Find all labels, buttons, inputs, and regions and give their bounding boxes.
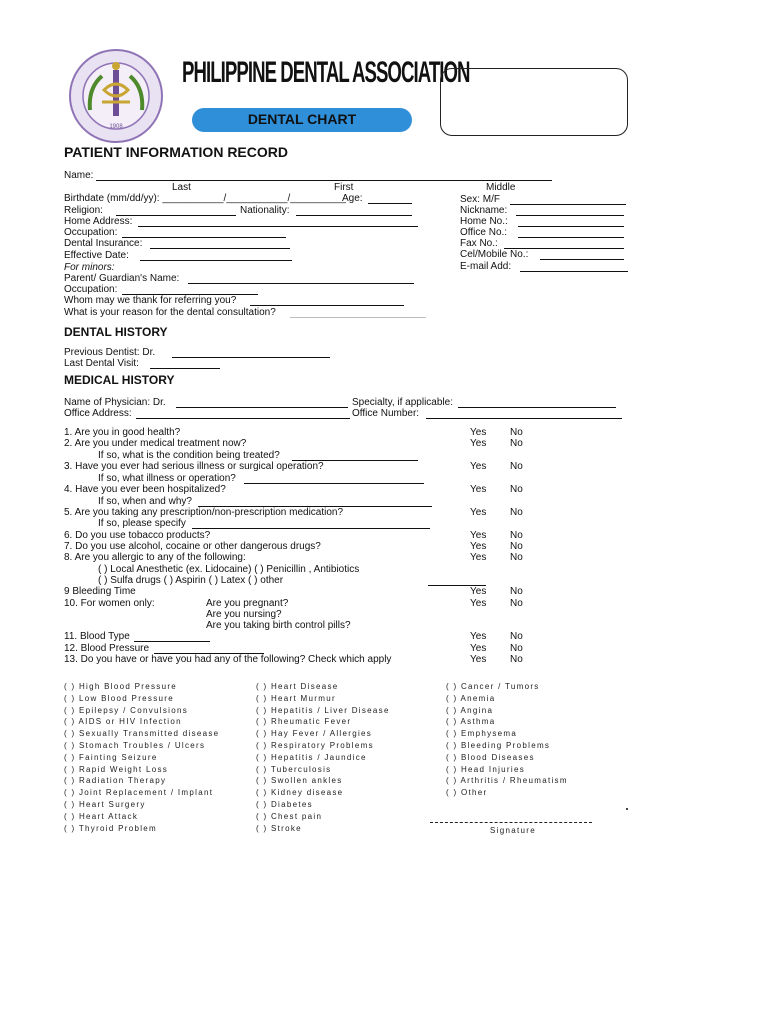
no-option[interactable]: No bbox=[510, 507, 523, 518]
mobile-no-label: Cel/Mobile No.: bbox=[460, 249, 529, 260]
name-part-middle: Middle bbox=[486, 182, 516, 193]
condition-checkbox-item[interactable]: ( ) Epilepsy / Convulsions bbox=[64, 705, 189, 715]
dental-insurance-label: Dental Insurance: bbox=[64, 238, 143, 249]
no-option[interactable]: No bbox=[510, 598, 523, 609]
condition-checkbox-item[interactable]: ( ) Joint Replacement / Implant bbox=[64, 788, 214, 798]
name-part-last: Last bbox=[172, 182, 191, 193]
condition-checkbox-item[interactable]: ( ) Fainting Seizure bbox=[64, 752, 158, 762]
no-option[interactable]: No bbox=[510, 643, 523, 654]
religion-label: Religion: bbox=[64, 205, 103, 216]
no-option[interactable]: No bbox=[510, 427, 523, 438]
dental-history-heading: DENTAL HISTORY bbox=[64, 325, 168, 339]
question-9: 9 Bleeding Time bbox=[64, 586, 136, 597]
question-13: 13. Do you have or have you had any of the following? Check which apply bbox=[64, 654, 392, 665]
email-label: E-mail Add: bbox=[460, 261, 512, 272]
effective-date-label: Effective Date: bbox=[64, 250, 129, 261]
religion-field[interactable] bbox=[116, 215, 236, 216]
yes-option[interactable]: Yes bbox=[470, 586, 487, 597]
condition-checkbox-item[interactable]: ( ) Hepatitis / Liver Disease bbox=[256, 705, 390, 715]
no-option[interactable]: No bbox=[510, 438, 523, 449]
condition-checkbox-item[interactable]: ( ) Blood Diseases bbox=[446, 752, 535, 762]
question-8-options-a: ( ) Local Anesthetic (ex. Lidocaine) ( ) Penicillin , Antibiotics bbox=[98, 564, 360, 575]
yes-option[interactable]: Yes bbox=[470, 427, 487, 438]
condition-checkbox-item[interactable]: ( ) Diabetes bbox=[256, 800, 313, 809]
condition-checkbox-item[interactable]: ( ) Low Blood Pressure bbox=[64, 693, 174, 703]
no-option[interactable]: No bbox=[510, 654, 523, 665]
nickname-label: Nickname: bbox=[460, 205, 508, 216]
question-8-options-b: ( ) Sulfa drugs ( ) Aspirin ( ) Latex ( ) other bbox=[98, 575, 284, 586]
question-2: 2. Are you under medical treatment now? bbox=[64, 438, 247, 449]
sex-label: Sex: M/F bbox=[460, 194, 501, 205]
condition-checkbox-item[interactable]: ( ) AIDS or HIV Infection bbox=[64, 717, 182, 727]
last-visit-label: Last Dental Visit: bbox=[64, 358, 139, 369]
condition-checkbox-item[interactable]: ( ) Rheumatic Fever bbox=[256, 717, 352, 727]
office-address-label: Office Address: bbox=[64, 408, 132, 419]
question-10: 10. For women only: bbox=[64, 598, 155, 609]
no-option[interactable]: No bbox=[510, 541, 523, 552]
physician-label: Name of Physician: Dr. bbox=[64, 397, 166, 408]
email-field[interactable] bbox=[520, 271, 628, 272]
yes-option[interactable]: Yes bbox=[470, 461, 487, 472]
condition-checkbox-item[interactable]: ( ) Stroke bbox=[256, 823, 302, 833]
office-number-label: Office Number: bbox=[352, 408, 420, 419]
signature-line[interactable] bbox=[430, 822, 592, 823]
guardian-label: Parent/ Guardian's Name: bbox=[64, 273, 180, 284]
condition-checkbox-item[interactable]: ( ) Other bbox=[446, 788, 488, 798]
condition-checkbox-item[interactable]: ( ) Hay Fever / Allergies bbox=[256, 729, 373, 739]
birthdate-label: Birthdate (mm/dd/yy): ___________/___________/__________ bbox=[64, 193, 346, 204]
signature-label: Signature bbox=[490, 826, 536, 835]
office-number-field[interactable] bbox=[426, 418, 622, 419]
question-5-followup: If so, please specify bbox=[98, 518, 186, 529]
question-11: 11. Blood Type bbox=[64, 631, 130, 642]
question-10-pregnant: Are you pregnant? bbox=[206, 598, 289, 609]
question-3: 3. Have you ever had serious illness or surgical operation? bbox=[64, 461, 324, 472]
home-no-label: Home No.: bbox=[460, 216, 508, 227]
yes-option[interactable]: Yes bbox=[470, 631, 487, 642]
condition-checkbox-item[interactable]: ( ) Chest pain bbox=[256, 811, 323, 821]
question-4-followup: If so, when and why? bbox=[98, 496, 192, 507]
association-name: PHILIPPINE DENTAL ASSOCIATION bbox=[182, 56, 470, 89]
condition-checkbox-item[interactable]: ( ) Heart Surgery bbox=[64, 800, 146, 809]
question-7: 7. Do you use alcohol, cocaine or other dangerous drugs? bbox=[64, 541, 321, 552]
condition-checkbox-item[interactable]: ( ) Emphysema bbox=[446, 729, 518, 739]
dental-insurance-field[interactable] bbox=[150, 248, 290, 249]
home-no-field[interactable] bbox=[518, 226, 624, 227]
age-field[interactable] bbox=[368, 203, 412, 204]
effective-date-field[interactable] bbox=[140, 260, 292, 261]
age-label: Age: bbox=[342, 193, 363, 204]
condition-checkbox-item[interactable]: ( ) Sexually Transmitted disease bbox=[64, 729, 220, 739]
occupation-field[interactable] bbox=[122, 237, 286, 238]
question-10-nursing: Are you nursing? bbox=[206, 609, 282, 620]
question-12: 12. Blood Pressure bbox=[64, 643, 150, 654]
page-title: PATIENT INFORMATION RECORD bbox=[64, 144, 288, 160]
condition-checkbox-item[interactable]: ( ) Anemia bbox=[446, 693, 496, 703]
condition-checkbox-item[interactable]: ( ) Heart Attack bbox=[64, 811, 139, 821]
specialty-field[interactable] bbox=[458, 407, 616, 408]
dental-chart-label: DENTAL CHART bbox=[192, 108, 412, 132]
yes-option[interactable]: Yes bbox=[470, 438, 487, 449]
condition-checkbox-item[interactable]: ( ) Rapid Weight Loss bbox=[64, 764, 169, 774]
home-address-field[interactable] bbox=[138, 226, 418, 227]
mobile-no-field[interactable] bbox=[540, 259, 624, 260]
question-4: 4. Have you ever been hospitalized? bbox=[64, 484, 226, 495]
condition-checkbox-item[interactable]: ( ) High Blood Pressure bbox=[64, 682, 178, 691]
question-2-followup: If so, what is the condition being treated? bbox=[98, 450, 280, 461]
yes-option[interactable]: Yes bbox=[470, 541, 487, 552]
nationality-field[interactable] bbox=[296, 215, 412, 216]
no-option[interactable]: No bbox=[510, 461, 523, 472]
yes-option[interactable]: Yes bbox=[470, 552, 487, 563]
reason-label: What is your reason for the dental consultation? bbox=[64, 307, 276, 318]
nickname-field[interactable] bbox=[516, 215, 624, 216]
svg-text:1908: 1908 bbox=[109, 124, 123, 130]
office-no-field[interactable] bbox=[518, 237, 624, 238]
no-option[interactable]: No bbox=[510, 530, 523, 541]
occupation-label: Occupation: bbox=[64, 227, 118, 238]
photo-box[interactable] bbox=[440, 68, 628, 136]
condition-checkbox-item[interactable]: ( ) Heart Disease bbox=[256, 682, 339, 691]
last-visit-field[interactable] bbox=[150, 368, 220, 369]
no-option[interactable]: No bbox=[510, 586, 523, 597]
stray-dot bbox=[626, 808, 628, 810]
condition-checkbox-item[interactable]: ( ) Stomach Troubles / Ulcers bbox=[64, 741, 206, 750]
condition-checkbox-item[interactable]: ( ) Cancer / Tumors bbox=[446, 682, 540, 691]
yes-option[interactable]: Yes bbox=[470, 484, 487, 495]
question-6: 6. Do you use tobacco products? bbox=[64, 530, 211, 541]
question-1: 1. Are you in good health? bbox=[64, 427, 181, 438]
home-address-label: Home Address: bbox=[64, 216, 133, 227]
medical-history-heading: MEDICAL HISTORY bbox=[64, 373, 175, 387]
yes-option[interactable]: Yes bbox=[470, 507, 487, 518]
specialty-label: Specialty, if applicable: bbox=[352, 397, 453, 408]
question-5: 5. Are you taking any prescription/non-prescription medication? bbox=[64, 507, 344, 518]
blood-type-field[interactable] bbox=[134, 641, 210, 642]
condition-checkbox-item[interactable]: ( ) Heart Murmur bbox=[256, 693, 336, 703]
previous-dentist-field[interactable] bbox=[172, 357, 330, 358]
question-5-field[interactable] bbox=[192, 528, 430, 529]
for-minors-label: For minors: bbox=[64, 262, 115, 273]
condition-checkbox-item[interactable]: ( ) Kidney disease bbox=[256, 788, 344, 798]
condition-checkbox-item[interactable]: ( ) Tuberculosis bbox=[256, 764, 332, 774]
nationality-label: Nationality: bbox=[240, 205, 290, 216]
guardian-field[interactable] bbox=[188, 283, 414, 284]
condition-checkbox-item[interactable]: ( ) Hepatitis / Jaundice bbox=[256, 752, 367, 762]
yes-option[interactable]: Yes bbox=[470, 643, 487, 654]
no-option[interactable]: No bbox=[510, 484, 523, 495]
question-3-followup: If so, what illness or operation? bbox=[98, 473, 236, 484]
fax-no-label: Fax No.: bbox=[460, 238, 498, 249]
office-no-label: Office No.: bbox=[460, 227, 508, 238]
name-field[interactable] bbox=[96, 180, 552, 181]
yes-option[interactable]: Yes bbox=[470, 598, 487, 609]
name-part-first: First bbox=[334, 182, 354, 193]
no-option[interactable]: No bbox=[510, 631, 523, 642]
office-address-field[interactable] bbox=[136, 418, 350, 419]
pda-seal-logo bbox=[68, 48, 164, 144]
condition-checkbox-item[interactable]: ( ) Radiation Therapy bbox=[64, 776, 167, 786]
condition-checkbox-item[interactable]: ( ) Respiratory Problems bbox=[256, 741, 374, 750]
condition-checkbox-item[interactable]: ( ) Asthma bbox=[446, 717, 496, 727]
sex-field[interactable] bbox=[510, 204, 626, 205]
condition-checkbox-item[interactable]: ( ) Head Injuries bbox=[446, 764, 526, 774]
physician-field[interactable] bbox=[176, 407, 348, 408]
name-label: Name: bbox=[64, 170, 94, 181]
question-3-field[interactable] bbox=[244, 483, 424, 484]
yes-option[interactable]: Yes bbox=[470, 654, 487, 665]
condition-checkbox-item[interactable]: ( ) Arthritis / Rheumatism bbox=[446, 776, 568, 786]
condition-checkbox-item[interactable]: ( ) Swollen ankles bbox=[256, 776, 343, 786]
referral-label: Whom may we thank for referring you? bbox=[64, 295, 237, 306]
previous-dentist-label: Previous Dentist: Dr. bbox=[64, 347, 156, 358]
referral-field[interactable] bbox=[250, 305, 404, 306]
condition-checkbox-item[interactable]: ( ) Angina bbox=[446, 705, 494, 715]
condition-checkbox-item[interactable]: ( ) Thyroid Problem bbox=[64, 823, 158, 833]
no-option[interactable]: No bbox=[510, 552, 523, 563]
yes-option[interactable]: Yes bbox=[470, 530, 487, 541]
guardian-occupation-label: Occupation: bbox=[64, 284, 118, 295]
question-8: 8. Are you allergic to any of the following: bbox=[64, 552, 246, 563]
condition-checkbox-item[interactable]: ( ) Bleeding Problems bbox=[446, 741, 551, 750]
question-10-birth-control: Are you taking birth control pills? bbox=[206, 620, 351, 631]
reason-field[interactable] bbox=[290, 317, 426, 318]
